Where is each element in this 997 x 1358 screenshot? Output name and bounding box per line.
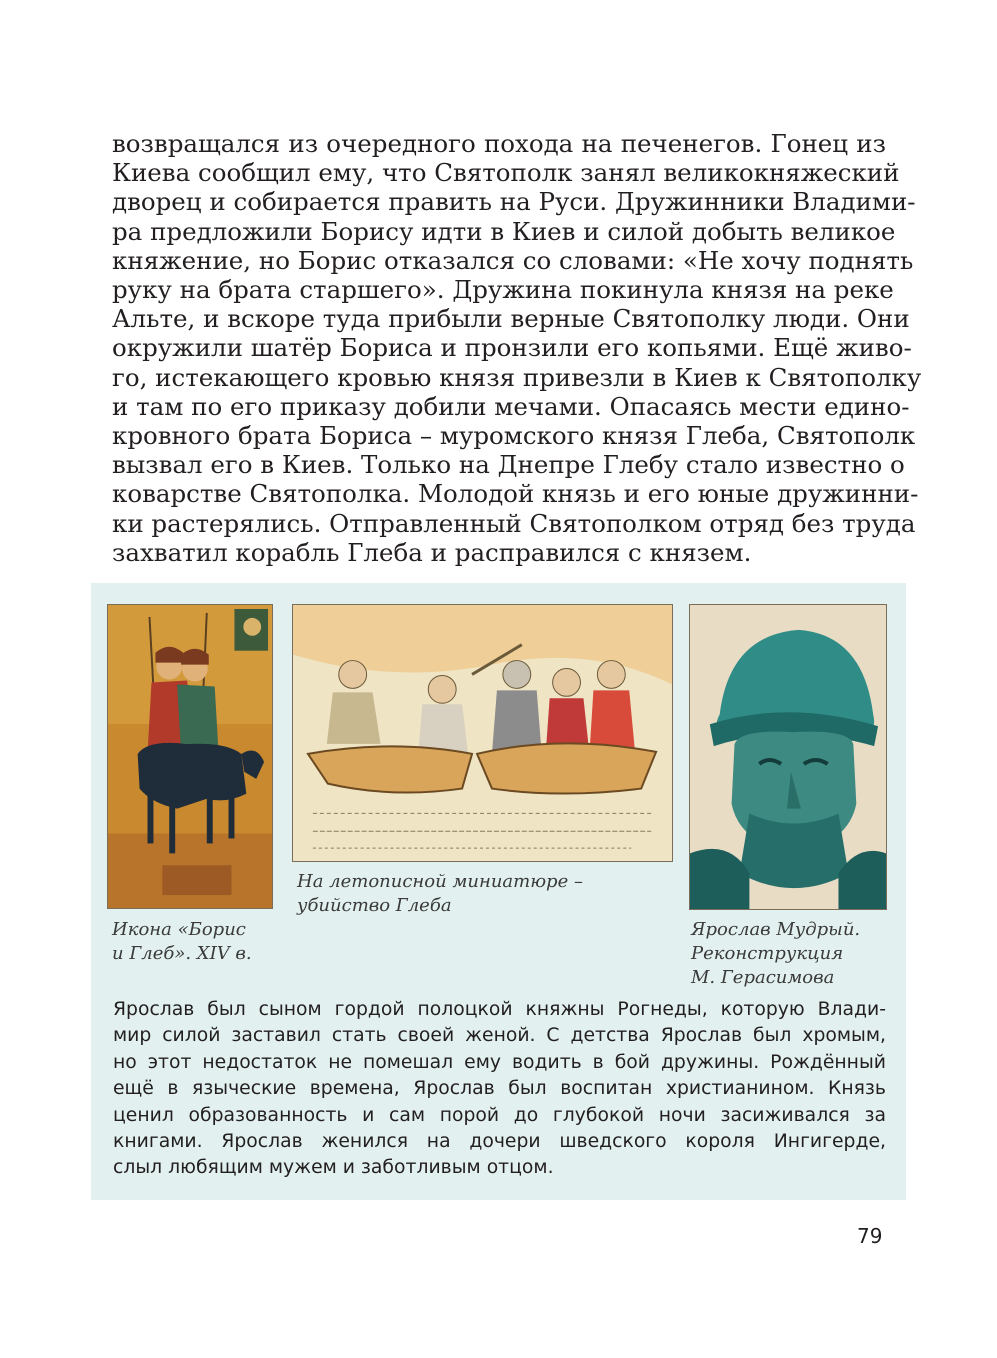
main-line: ра предложили Борису идти в Киев и силой добыть великое [112, 216, 896, 246]
main-line: коварстве Святополка. Молодой князь и его юные дружинни- [112, 479, 919, 509]
main-paragraph [112, 129, 922, 567]
main-line: вызвал его в Киев. Только на Днепре Глебу стало известно о [112, 450, 905, 480]
caption-line: Икона «Борис [112, 919, 246, 940]
chronicle-miniature-image [292, 604, 673, 862]
caption-line: и Глеб». XIV в. [112, 943, 252, 964]
caption-line: Ярослав Мудрый. [691, 919, 861, 940]
sidebar-line: книгами. Ярослав женился на дочери шведского короля Ингигерде, [113, 1131, 886, 1153]
caption-line: убийство Глеба [297, 895, 452, 916]
main-line: и там по его приказу добили мечами. Опасаясь мести едино- [112, 391, 910, 421]
main-line: кровного брата Бориса – муромского князя Глеба, Святополк [112, 421, 916, 451]
sidebar-line: слыл любящим мужем и заботливым отцом. [113, 1157, 554, 1179]
icon-boris-gleb-image [107, 604, 273, 909]
main-line: Альте, и вскоре туда прибыли верные Святополку люди. Они [112, 304, 910, 334]
caption-line: На летописной миниатюре – [297, 871, 583, 892]
main-line: го, истекающего кровью князя привезли в Киев к Святополку [112, 362, 922, 392]
icon-caption [112, 918, 252, 966]
caption-line: Реконструкция [691, 943, 844, 964]
main-line: княжение, но Борис отказался со словами: «Не хочу поднять [112, 245, 914, 275]
sidebar-line: ценил образованность и сам порой до глубокой ночи засиживался за [113, 1104, 886, 1126]
main-line: руку на брата старшего». Дружина покинула князя на реке [112, 275, 894, 305]
icon-illustration [108, 605, 272, 908]
main-line: окружили шатёр Бориса и пронзили его копьями. Ещё живо- [112, 333, 912, 363]
main-line: Киева сообщил ему, что Святополк занял великокняжеский [112, 158, 900, 188]
page-number: 79 [857, 1224, 883, 1248]
sidebar-line: Ярослав был сыном гордой полоцкой княжны Рогнеды, которую Влади- [113, 999, 886, 1020]
bust-caption [691, 918, 860, 990]
bust-illustration [690, 605, 886, 909]
main-line: ки растерялись. Отправленный Святополком отряд без труда [112, 508, 916, 538]
main-line: дворец и собирается править на Руси. Дружинники Владими- [112, 187, 916, 217]
miniature-caption [297, 870, 583, 918]
sidebar-paragraph [113, 997, 886, 1182]
sidebar-line: мир силой заставил стать своей женой. С детства Ярослав был хромым, [113, 1025, 886, 1047]
caption-line: М. Герасимова [691, 967, 835, 988]
main-line: захватил корабль Глеба и расправился с князем. [112, 537, 752, 567]
main-line: возвращался из очередного похода на печенегов. Гонец из [112, 129, 886, 158]
miniature-illustration [293, 605, 672, 861]
sidebar-line: ещё в языческие времена, Ярослав был воспитан христианином. Князь [113, 1078, 886, 1100]
yaroslav-bust-image [689, 604, 887, 910]
sidebar-line: но этот недостаток не помешал ему водить в бой дружины. Рождённый [113, 1051, 886, 1073]
